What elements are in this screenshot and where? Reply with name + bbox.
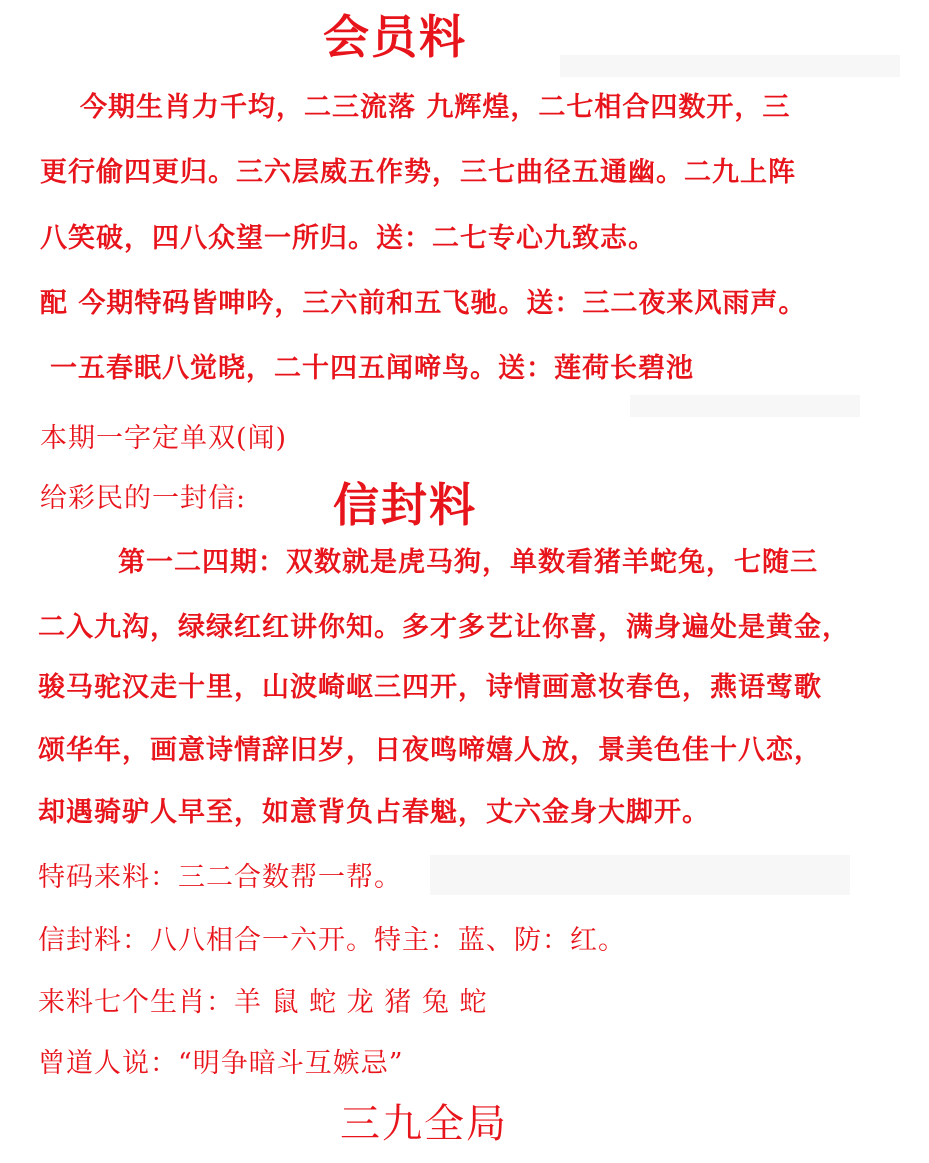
- text-line: 今期生肖力千均，二三流落 九辉煌，二七相合四数开，三: [80, 92, 791, 123]
- text-line: 来料七个生肖：羊 鼠 蛇 龙 猪 兔 蛇: [38, 987, 488, 1018]
- scan-smudge: [630, 395, 860, 417]
- text-line: 特码来料：三二合数帮一帮。: [38, 862, 402, 893]
- text-line: 骏马驼汉走十里，山波崎岖三四开，诗情画意妆春色，燕语莺歌: [38, 672, 822, 703]
- text-line: 一五春眠八觉晓，二十四五闻啼鸟。送：莲荷长碧池: [50, 353, 694, 384]
- text-line: 第一二四期：双数就是虎马狗，单数看猪羊蛇兔，七随三: [118, 547, 818, 578]
- text-line: 颂华年，画意诗情辞旧岁，日夜鸣啼嬉人放，景美色佳十八恋，: [38, 735, 822, 766]
- text-line: 却遇骑驴人早至，如意背负占春魁，丈六金身大脚开。: [38, 797, 710, 828]
- text-line: 本期一字定单双(闻): [40, 423, 288, 454]
- title-xinfeng: 信封料: [333, 478, 477, 532]
- text-line: 给彩民的一封信:: [40, 483, 247, 514]
- text-line: 八笑破，四八众望一所归。送：二七专心九致志。: [40, 223, 656, 254]
- text-line: 二入九沟，绿绿红红讲你知。多才多艺让你喜，满身遍处是黄金，: [38, 612, 850, 643]
- text-line: 更行偷四更归。三六层威五作势，三七曲径五通幽。二九上阵: [40, 157, 796, 188]
- text-line: 曾道人说：“明争暗斗互嫉忌”: [38, 1048, 404, 1079]
- text-line: 信封料：八八相合一六开。特主：蓝、防：红。: [38, 925, 626, 956]
- title-huiyuan: 会员料: [323, 10, 467, 64]
- title-sanjiu: 三九全局: [340, 1101, 508, 1147]
- scan-smudge: [560, 55, 900, 77]
- scan-smudge: [430, 855, 850, 895]
- text-line: 配 今期特码皆呻吟，三六前和五飞驰。送：三二夜来风雨声。: [40, 288, 807, 319]
